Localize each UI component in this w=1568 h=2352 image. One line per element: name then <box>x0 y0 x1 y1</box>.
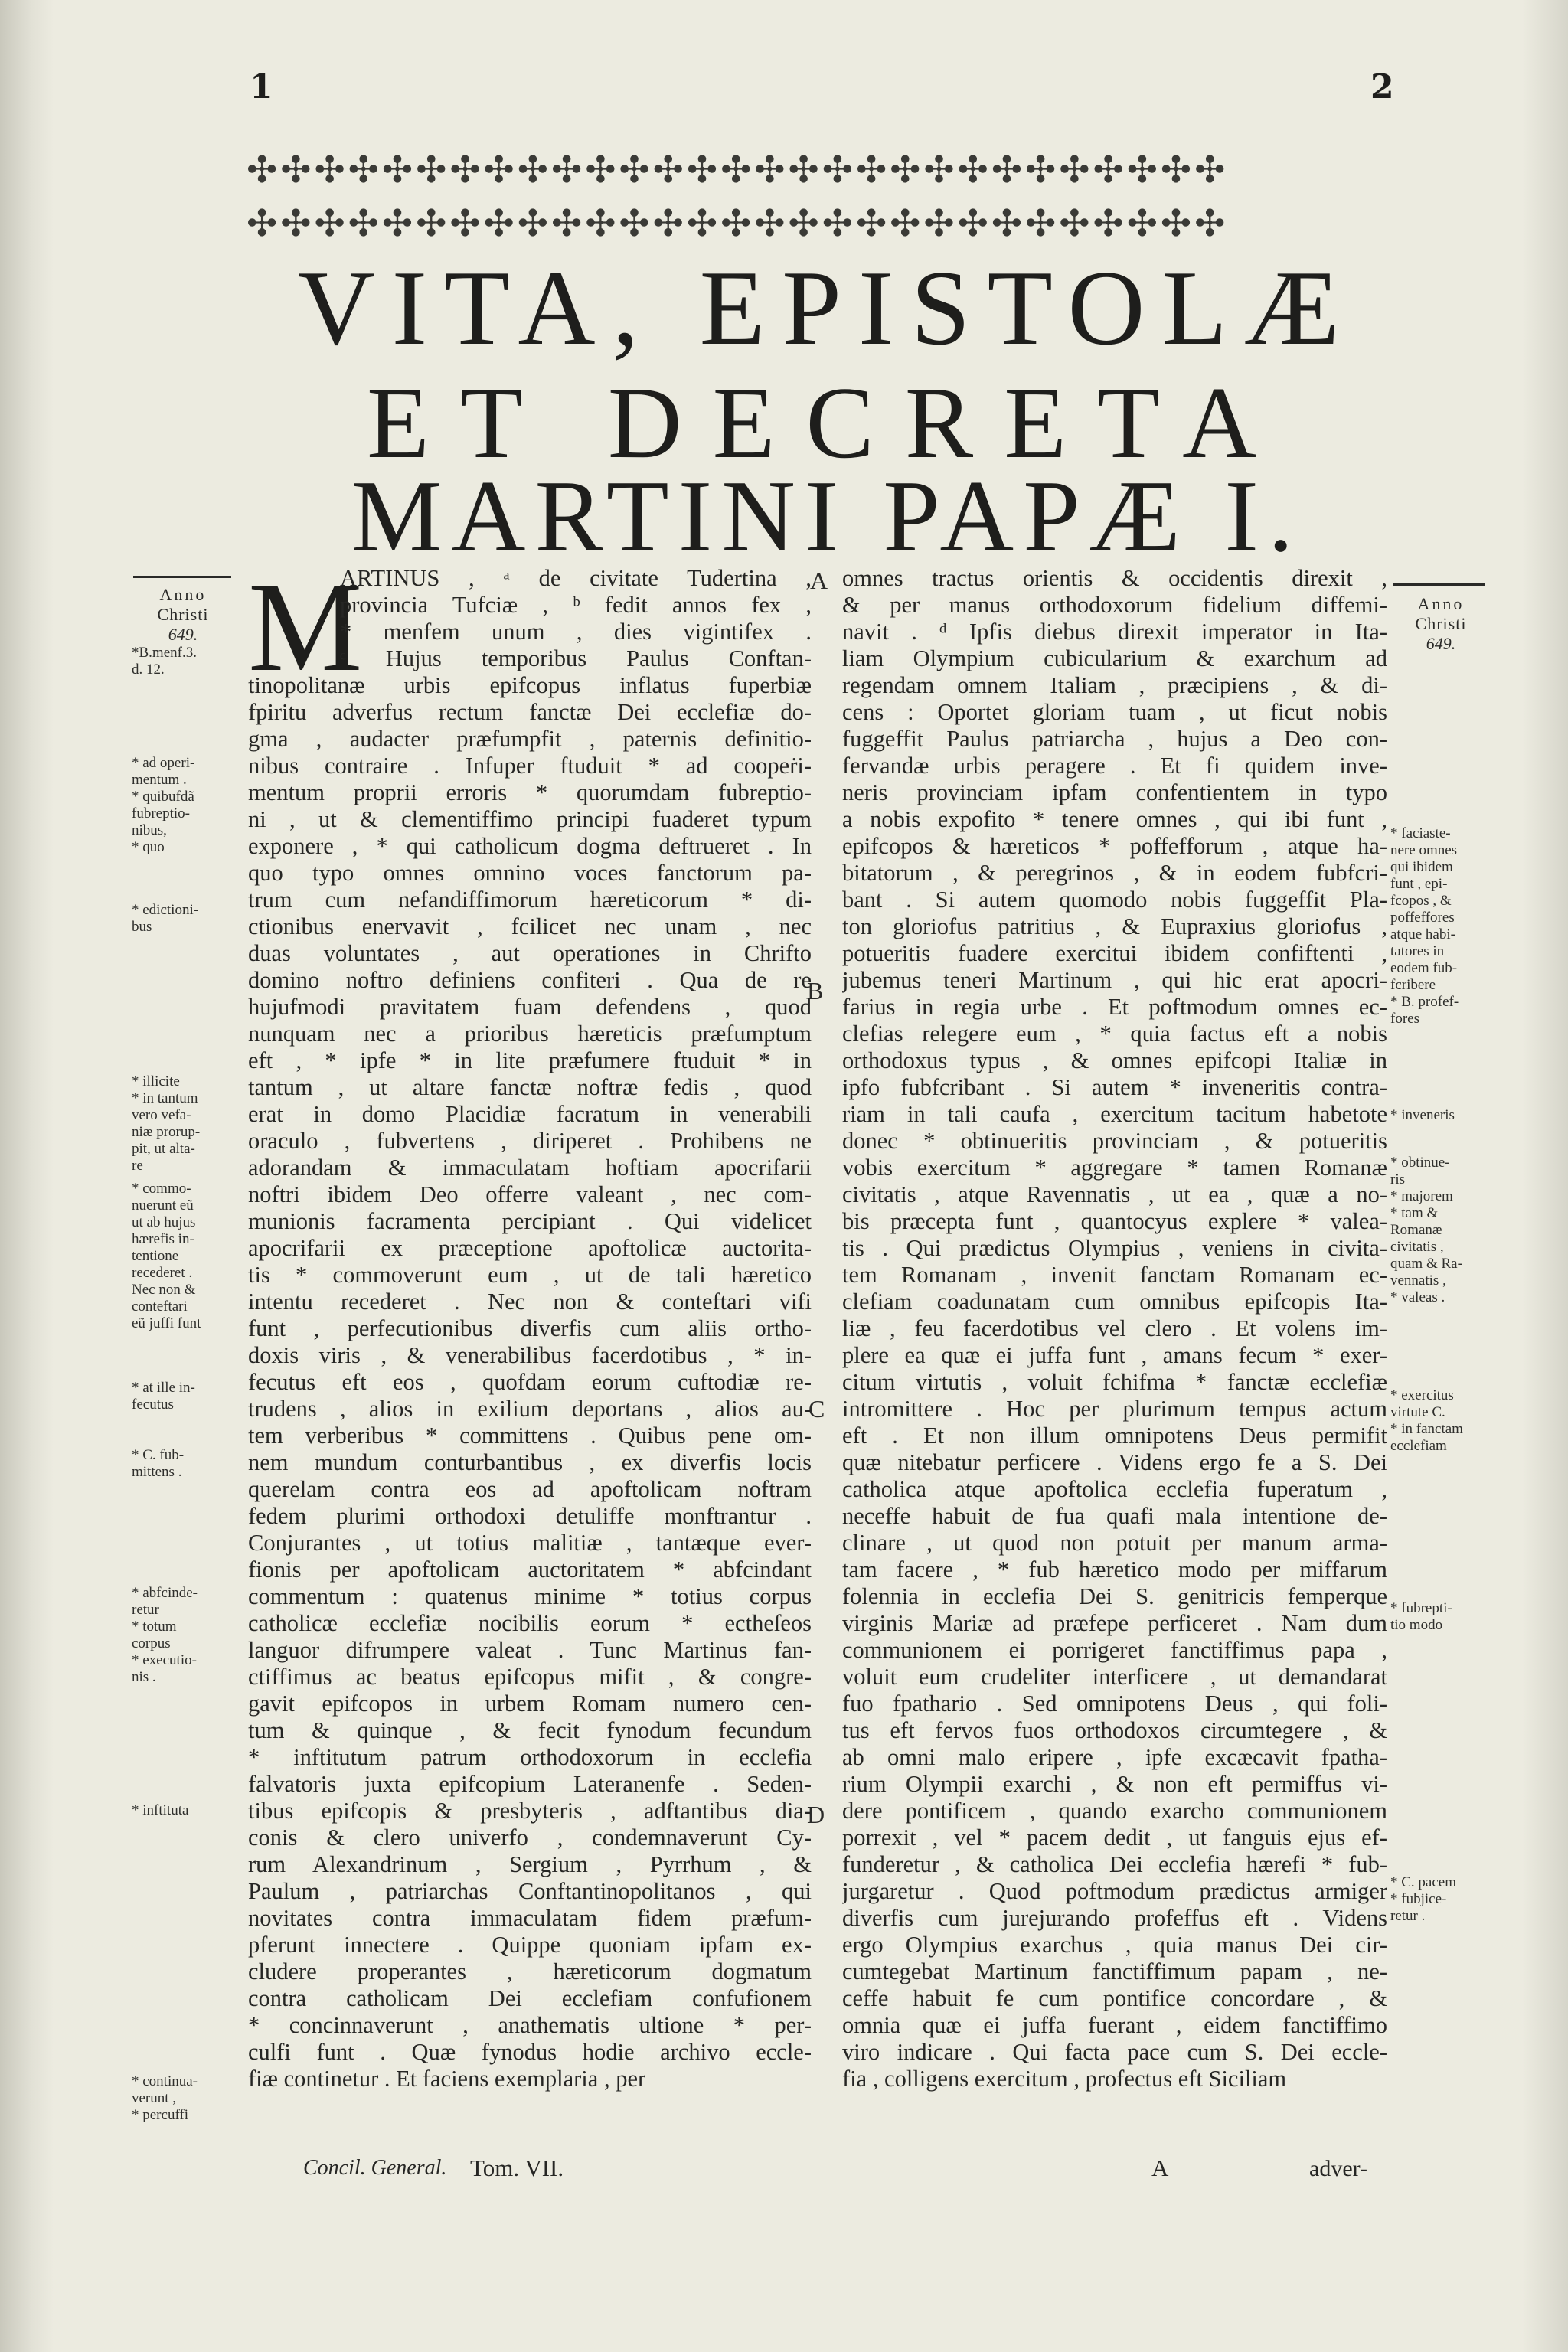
text-line: fionis per apoftolicam auctoritatem * abfcindant <box>248 1557 812 1583</box>
text-line: ᶜ Hujus temporibus Paulus Conftan- <box>340 645 812 671</box>
ornament-band-bottom: ✣✣✣✣✣✣✣✣✣✣✣✣✣✣✣✣✣✣✣✣✣✣✣✣✣✣✣✣✣ <box>247 202 1229 245</box>
text-line: neceffe habuit de fua quafi mala intentione de- <box>842 1503 1387 1529</box>
text-line: languor difrumpere valeat . Tunc Martinus fan- <box>248 1637 812 1663</box>
margin-note: * obtinue- ris * majorem * tam & Romanæ civitatis , quam & Ra- vennatis , * valeas . <box>1390 1155 1462 1305</box>
margin-note: * exercitus virtute C. * in fanctam ecclefiam <box>1390 1387 1463 1454</box>
text-line: Paulum , patriarchas Conftantinopolitanos , qui <box>248 1878 812 1904</box>
text-line: domino noftro definiens confiteri . Qua de re <box>248 967 812 993</box>
text-line: cludere properantes , hæreticorum dogmatum <box>248 1958 812 1984</box>
text-line: contra catholicam Dei ecclefiam confufionem <box>248 1985 812 2011</box>
text-line: * inftitutum patrum orthodoxorum in ecclefia <box>248 1744 812 1770</box>
section-letter-b: B <box>807 977 824 1004</box>
column-number-left: 1 <box>250 67 273 106</box>
anno-christi-left <box>132 585 234 645</box>
text-line: ARTINUS , ᵃ de civitate Tudertina , <box>340 565 812 591</box>
text-line: funt , perfecutionibus diverfis cum aliis ortho- <box>248 1315 812 1341</box>
text-line: trum cum nefandiffimorum hæreticorum * di- <box>248 887 812 913</box>
text-line: orthodoxus typus , & omnes epifcopi Italiæ in <box>842 1047 1387 1073</box>
text-line: trudens , alios in exilium deportans , alios au- <box>248 1396 812 1422</box>
text-line: omnes tractus orientis & occidentis direxit , <box>842 565 1387 591</box>
margin-note: * ad operi- mentum . * quibufdã fubreptio- nibus, * quo <box>132 755 195 855</box>
text-line: exponere , * qui catholicum dogma deftrueret . In <box>248 833 812 859</box>
title-line-1: VITA, EPISTOLÆ <box>297 249 1357 368</box>
text-line: jurgaretur . Quod poftmodum prædictus armiger <box>842 1878 1387 1904</box>
text-line: gavit epifcopos in urbem Romam numero cen- <box>248 1690 812 1717</box>
text-line: apocrifarii ex præceptione apoftolicæ auctorita- <box>248 1235 812 1261</box>
text-line: ctiffimus ac beatus epifcopus mifit , & congre- <box>248 1664 812 1690</box>
text-line: fpiritu adverfus rectum fanctæ Dei ecclefiæ do- <box>248 699 812 725</box>
text-line: quo typo omnes omnino voces fanctorum pa- <box>248 860 812 886</box>
margin-note: * C. fub- mittens . <box>132 1447 185 1480</box>
text-line: cens : Oportet gloriam tuam , ut ficut nobis <box>842 699 1387 725</box>
column-number-right: 2 <box>1370 67 1394 106</box>
text-line: munionis facramenta percipiant . Qui videlicet <box>248 1208 812 1234</box>
text-line: potueritis fuadere exercitui ibidem confiftenti , <box>842 940 1387 966</box>
text-line: diverfis cum jurejurando profeffus eft . Videns <box>842 1905 1387 1931</box>
margin-rule-right <box>1393 583 1485 586</box>
text-line: tam facere , * fub hæretico modo per miffarum <box>842 1557 1387 1583</box>
margin-note: * illicite * in tantum vero vefa- niæ prorup- pit, ut alta- re <box>132 1073 201 1174</box>
text-line: tem verberibus * committens . Quibus pene om- <box>248 1423 812 1449</box>
text-line: ctionibus enervavit , fcilicet nec unam , nec <box>248 913 812 939</box>
drop-cap: M <box>248 556 363 698</box>
text-line: culfi funt . Quæ fynodus hodie archivo eccle- <box>248 2039 812 2065</box>
text-line: nunquam nec a prioribus hæreticis præfumptum <box>248 1021 812 1047</box>
text-line: clefiam coadunatam cum omnibus epifcopis Ita- <box>842 1289 1387 1315</box>
text-line: novitates contra immaculatam fidem præfum- <box>248 1905 812 1931</box>
text-line: tibus epifcopis & presbyteris , adftantibus dia- <box>248 1798 812 1824</box>
text-line: a nobis expofito * tenere omnes , qui ibi funt , <box>842 806 1387 832</box>
margin-note: * abfcinde- retur * totum corpus * executio- nis . <box>132 1585 198 1685</box>
text-line: provincia Tufciæ , ᵇ fedit annos fex , <box>340 592 812 618</box>
footer-volume-title: Concil. General. <box>303 2156 447 2180</box>
text-line: rum Alexandrinum , Sergium , Pyrrhum , & <box>248 1851 812 1877</box>
text-line: jubemus teneri Martinum , qui hic erat apocri- <box>842 967 1387 993</box>
text-line: hujufmodi pravitatem fuam defendens , quod <box>248 994 812 1020</box>
footer-signature-mark: A <box>1152 2154 1169 2181</box>
text-line: viro indicare . Qui facta pace cum S. Dei eccle- <box>842 2039 1387 2065</box>
text-column-left <box>248 556 812 2092</box>
text-line: dere pontificem , quando exarcho communionem <box>842 1798 1387 1824</box>
margin-note: * inveneris <box>1390 1107 1455 1123</box>
text-line: regendam omnem Italiam , præcipiens , & di- <box>842 672 1387 698</box>
text-line: bitatorum , & peregrinos , & in eodem fubfcri- <box>842 860 1387 886</box>
text-line: folennia in ecclefia Dei S. genitricis femperque <box>842 1583 1387 1609</box>
text-line: navit . ᵈ Ipfis diebus direxit imperator in Ita- <box>842 619 1387 645</box>
page-edge-shadow <box>1522 0 1568 2352</box>
text-line: fecutus eft eos , quofdam eorum cuftodiæ re- <box>248 1369 812 1395</box>
title-line-3: MARTINI PAPÆ I. <box>351 459 1303 573</box>
text-line: omnia quæ ei juffa fuerant , eidem fanctiffimo <box>842 2012 1387 2038</box>
text-line: liam Olympium cubicularium & exarchum ad <box>842 645 1387 671</box>
title-line-2: ET DECRETA <box>367 366 1287 479</box>
margin-note: * at ille in- fecutus <box>132 1380 195 1413</box>
margin-note: * fubrepti- tio modo <box>1390 1600 1452 1633</box>
text-line: falvatoris juxta epifcopium Lateranenfe . Seden- <box>248 1771 812 1797</box>
section-letter-a: A <box>810 567 828 594</box>
text-line: eft , * ipfe * in lite præfumere ftuduit * in <box>248 1047 812 1073</box>
text-line: nibus contraire . Infuper ftuduit * ad coopeṙi- <box>248 753 812 779</box>
section-letter-c: C <box>808 1395 825 1423</box>
text-line: liæ , feu facerdotibus vel clero . Et volens im- <box>842 1315 1387 1341</box>
text-line: donec * obtinueritis provinciam , & potueritis <box>842 1128 1387 1154</box>
anno-word: Anno <box>159 585 207 604</box>
text-line: quæ nitebatur perficere . Videns ergo fe a S. Dei <box>842 1449 1387 1475</box>
text-line: adorandam & immaculatam hoftiam apocrifarii <box>248 1155 812 1181</box>
text-line: funderetur , & catholica Dei ecclefia hærefi * fub- <box>842 1851 1387 1877</box>
text-line: fuggeffit Paulus patriarcha , hujus a Deo con- <box>842 726 1387 752</box>
text-line: ceffe habuit fe cum pontifice concordare , & <box>842 1985 1387 2011</box>
text-line: ton gloriofus patritius , & Eupraxius gloriofus , <box>842 913 1387 939</box>
text-line: communionem ei porrigeret fanctiffimus papa , <box>842 1637 1387 1663</box>
text-line: catholica atque apoftolica ecclefia fuperatum , <box>842 1476 1387 1502</box>
text-line: doxis viris , & venerabilibus facerdotibus , * in- <box>248 1342 812 1368</box>
text-line: porrexit , vel * pacem dedit , ut fanguis ejus ef- <box>842 1824 1387 1851</box>
text-line: plere ea quæ ei juffa funt , amans fecum * exer- <box>842 1342 1387 1368</box>
text-line: tis * commoverunt eum , ut de tali hæretico <box>248 1262 812 1288</box>
text-line: farius in regia urbe . Et poftmodum omnes ec- <box>842 994 1387 1020</box>
text-line: * menfem unum , dies vigintifex . <box>340 619 812 645</box>
ornament-band-top: ✣✣✣✣✣✣✣✣✣✣✣✣✣✣✣✣✣✣✣✣✣✣✣✣✣✣✣✣✣ <box>247 149 1229 191</box>
text-line: mentum proprii erroris * quorumdam fubreptio- <box>248 779 812 805</box>
anno-word: Anno <box>1417 594 1465 613</box>
text-line: & per manus orthodoxorum fidelium diffemi- <box>842 592 1387 618</box>
text-line: ab omni malo eripere , ipfe excæcavit fpatha- <box>842 1744 1387 1770</box>
text-line: tis . Qui prædictus Olympius , veniens in civita- <box>842 1235 1387 1261</box>
text-line: voluit eum crudeliter interficere , ut demandarat <box>842 1664 1387 1690</box>
text-line: tum & quinque , & fecit fynodum fecundum <box>248 1717 812 1743</box>
text-line: epifcopos & hæreticos * poffefforum , atque ha- <box>842 833 1387 859</box>
text-line: intentu recederet . Nec non & conteftari vifi <box>248 1289 812 1315</box>
binding-shadow <box>0 0 54 2352</box>
text-line: tem Romanam , invenit fanctam Romanam ec- <box>842 1262 1387 1288</box>
text-line: fiæ continetur . Et faciens exemplaria , per <box>248 2066 646 2092</box>
text-line: ergo Olympius exarchus , quia manus Dei cir- <box>842 1932 1387 1958</box>
christi-word: Christi <box>157 605 209 624</box>
text-line: conis & clero univerfo , condemnaverunt Cy- <box>248 1824 812 1851</box>
footer-catchword: adver- <box>1309 2156 1368 2181</box>
text-line: clinare , ut quod non potuit per manum arma- <box>842 1530 1387 1556</box>
text-line: duas voluntates , aut operationes in Chrifto <box>248 940 812 966</box>
text-line: neris provinciam ipfam confentientem in typo <box>842 779 1387 805</box>
margin-note: * C. pacem * fubjice- retur . <box>1390 1874 1457 1924</box>
text-line: riam in tali caufa , exercitum tacitum habetote <box>842 1101 1387 1127</box>
text-line: intromittere . Hoc per plurimum tempus actum <box>842 1396 1387 1422</box>
footer-tome: Tom. VII. <box>470 2154 564 2181</box>
text-line: noftri ibidem Deo offerre valeant , nec com- <box>248 1181 812 1207</box>
margin-note: * edictioni- bus <box>132 902 199 935</box>
margin-note: *B.menf.3. d. 12. <box>132 645 197 678</box>
text-line: Conjurantes , ut totius malitiæ , tantæque ever- <box>248 1530 812 1556</box>
text-line: ni , ut & clementiffimo principi fuaderet typum <box>248 806 812 832</box>
text-line: bis præcepta funt , quantocyus explere * valea- <box>842 1208 1387 1234</box>
margin-note: * continua- verunt , * percuffi <box>132 2073 198 2123</box>
text-line: tus eft fervos fuos orthodoxos circumtegere , & <box>842 1717 1387 1743</box>
text-line: clefias relegere eum , * quia factus eft a nobis <box>842 1021 1387 1047</box>
text-line: fedem plurimi orthodoxi detuliffe monftrantur . <box>248 1503 812 1529</box>
text-line: cumtegebat Martinum fanctiffimum papam , ne- <box>842 1958 1387 1984</box>
section-letter-d: D <box>807 1801 825 1828</box>
text-line: catholicæ ecclefiæ nocibilis eorum * ectheſeos <box>248 1610 812 1636</box>
text-line: commentum : quatenus minime * totius corpus <box>248 1583 812 1609</box>
year-number: 649. <box>1426 634 1456 653</box>
text-line: fia , colligens exercitum , profectus eft Siciliam <box>842 2066 1287 2092</box>
text-line: fuo fpathario . Sed omnipotens Deus , qui foli- <box>842 1690 1387 1717</box>
text-line: vobis exercitum * aggregare * tamen Romanæ <box>842 1155 1387 1181</box>
text-line: ipfo fubfcribant . Si autem * inveneritis contra- <box>842 1074 1387 1100</box>
text-line: nem mundum conturbantibus , ex diverfis locis <box>248 1449 812 1475</box>
text-line: rium Olympii exarchi , & non eft permiffus vi- <box>842 1771 1387 1797</box>
text-line: citum virtutis , voluit fchifma * fanctæ ecclefiæ <box>842 1369 1387 1395</box>
text-line: virginis Mariæ ad præfepe perficeret . Nam dum <box>842 1610 1387 1636</box>
text-line: bant . Si autem quomodo nobis fuggeffit Pla- <box>842 887 1387 913</box>
text-line: tantum , ut altare fanctæ noftræ fedis , quod <box>248 1074 812 1100</box>
margin-note: * commo- nuerunt eũ ut ab hujus hærefis in- tentione recederet . Nec non & conteftari eũ juffi funt <box>132 1181 201 1331</box>
text-column-right <box>842 565 1387 2092</box>
text-line: pferunt innectere . Quippe quoniam ipfam ex- <box>248 1932 812 1958</box>
margin-note: * faciaste- nere omnes qui ibidem funt , epi- fcopos , & poffeffores atque habi- tatores in eodem fub- fcribere * B. profef- fores <box>1390 825 1459 1027</box>
text-line: tinopolitanæ urbis epifcopus inflatus fuperbiæ <box>248 672 812 698</box>
text-line: fervandæ urbis peragere . Et fi quidem inve- <box>842 753 1387 779</box>
christi-word: Christi <box>1415 614 1467 633</box>
text-line: eft . Et non illum omnipotens Deus permifit <box>842 1423 1387 1449</box>
text-line: civitatis , atque Ravennatis , ut ea , quæ a no- <box>842 1181 1387 1207</box>
text-line: * concinnaverunt , anathematis ultione * per- <box>248 2012 812 2038</box>
anno-christi-right <box>1393 594 1488 654</box>
margin-rule-left <box>133 576 231 578</box>
year-number: 649. <box>168 625 198 644</box>
margin-note: * inftituta <box>132 1802 189 1818</box>
text-line: erat in domo Placidiæ facratum in venerabili <box>248 1101 812 1127</box>
text-line: oraculo , fubvertens , diriperet . Prohibens ne <box>248 1128 812 1154</box>
text-line: querelam contra eos ad apoftolicam noftram <box>248 1476 812 1502</box>
text-line: gma , audacter præfumpfit , paternis definitio- <box>248 726 812 752</box>
